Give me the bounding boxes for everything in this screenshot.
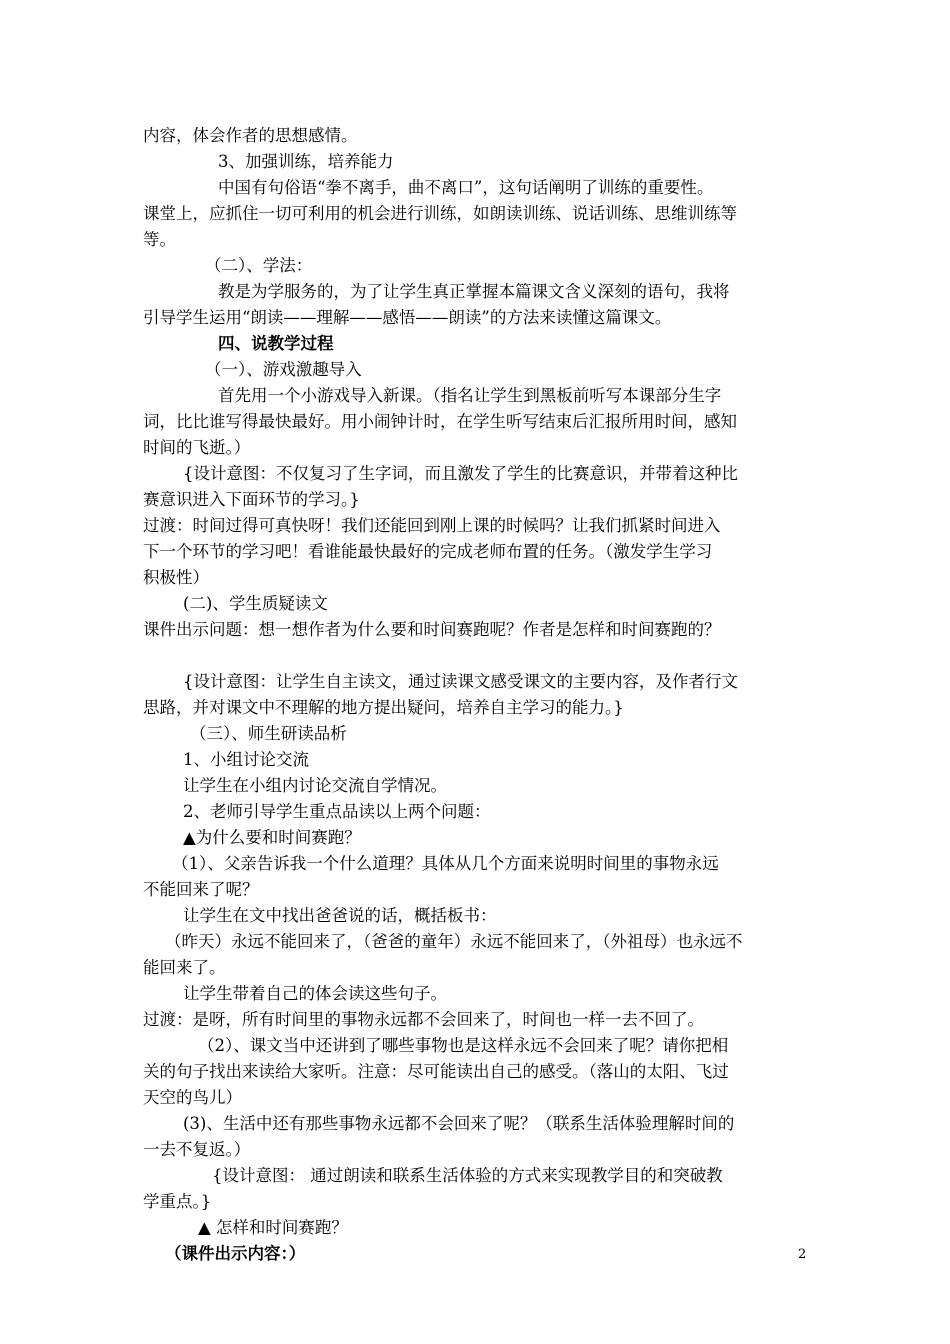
text-line: 一去不复返。）: [143, 1140, 251, 1159]
text-line: (二)、学生质疑读文: [183, 594, 328, 613]
text-line: 关的句子找出来读给大家听。注意：尽可能读出自己的感受。（落山的太阳、飞过: [143, 1062, 729, 1081]
section-heading: 四、说教学过程: [218, 334, 334, 353]
text-line: 过渡：是呀，所有时间里的事物永远都不会回来了，时间也一样一去不回了。: [143, 1010, 704, 1029]
text-line: 课堂上，应抓住一切可利用的机会进行训练，如朗读训练、说话训练、思维训练等: [143, 204, 737, 223]
text-line: (3)、生活中还有那些事物永远都不会回来了呢？（联系生活体验理解时间的: [183, 1114, 735, 1133]
text-line: 3、加强训练，培养能力: [218, 152, 394, 171]
text-line: 词，比比谁写得最快最好。用小闹钟计时，在学生听写结束后汇报所用时间，感知: [143, 412, 737, 431]
text-line: 让学生在文中找出爸爸说的话，概括板书：: [183, 906, 497, 925]
text-line: （三）、师生研读品析: [190, 724, 347, 743]
text-line: 等。: [143, 230, 176, 249]
text-line: （昨天）永远不能回来了，（爸爸的童年）永远不能回来了，（外祖母）也永远不: [165, 932, 743, 951]
text-line: ▲为什么要和时间赛跑？: [183, 828, 361, 847]
text-line: 让学生带着自己的体会读这些句子。: [183, 984, 447, 1003]
text-line: {设计意图： 通过朗读和联系生活体验的方式来实现教学目的和突破教: [212, 1166, 723, 1185]
text-line: 课件出示问题：想一想作者为什么要和时间赛跑呢？作者是怎样和时间赛跑的？: [143, 620, 721, 639]
text-line: 能回来了。: [143, 958, 226, 977]
page-number: 2: [798, 1247, 807, 1262]
text-line: （二）、学法：: [205, 256, 313, 275]
text-line: 中国有句俗语“拳不离手，曲不离口”，这句话阐明了训练的重要性。: [218, 178, 714, 197]
text-line: （1）、父亲告诉我一个什么道理？具体从几个方面来说明时间里的事物永远: [172, 854, 719, 873]
text-line: 思路，并对课文中不理解的地方提出疑问，培养自主学习的能力。}: [143, 698, 624, 717]
text-line: ▲ 怎样和时间赛跑？: [198, 1218, 348, 1237]
text-line: 天空的鸟儿）: [143, 1088, 242, 1107]
text-line: 内容，体会作者的思想感情。: [143, 126, 358, 145]
text-line: {设计意图：让学生自主读文，通过读课文感受课文的主要内容，及作者行文: [183, 672, 738, 691]
text-line: 下一个环节的学习吧！看谁能最快最好的完成老师布置的任务。（激发学生学习: [143, 542, 713, 561]
text-line: 赛意识进入下面环节的学习。}: [143, 490, 360, 509]
text-line: 时间的飞逝。）: [143, 438, 251, 457]
text-line: （课件出示内容：）: [165, 1244, 306, 1263]
text-line: 积极性）: [143, 568, 209, 587]
text-line: （2）、课文当中还讲到了哪些事物也是这样永远不会回来了呢？请你把相: [198, 1036, 729, 1055]
text-line: 引导学生运用“朗读——理解——感悟——朗读”的方法来读懂这篇课文。: [143, 308, 672, 327]
text-line: 首先用一个小游戏导入新课。（指名让学生到黑板前听写本课部分生字: [218, 386, 722, 405]
text-line: 不能回来了呢？: [143, 880, 259, 899]
text-line: 教是为学服务的，为了让学生真正掌握本篇课文含义深刻的语句，我将: [218, 282, 730, 301]
text-line: {设计意图：不仅复习了生字词，而且激发了学生的比赛意识，并带着这种比: [183, 464, 738, 483]
text-line: 过渡：时间过得可真快呀！我们还能回到刚上课的时候吗？让我们抓紧时间进入: [143, 516, 721, 535]
text-line: 学重点。}: [143, 1192, 212, 1211]
text-line: （一）、游戏激趣导入: [205, 360, 362, 379]
text-line: 2、老师引导学生重点品读以上两个问题：: [183, 802, 491, 821]
text-line: 让学生在小组内讨论交流自学情况。: [183, 776, 447, 795]
text-line: 1、小组讨论交流: [183, 750, 309, 769]
